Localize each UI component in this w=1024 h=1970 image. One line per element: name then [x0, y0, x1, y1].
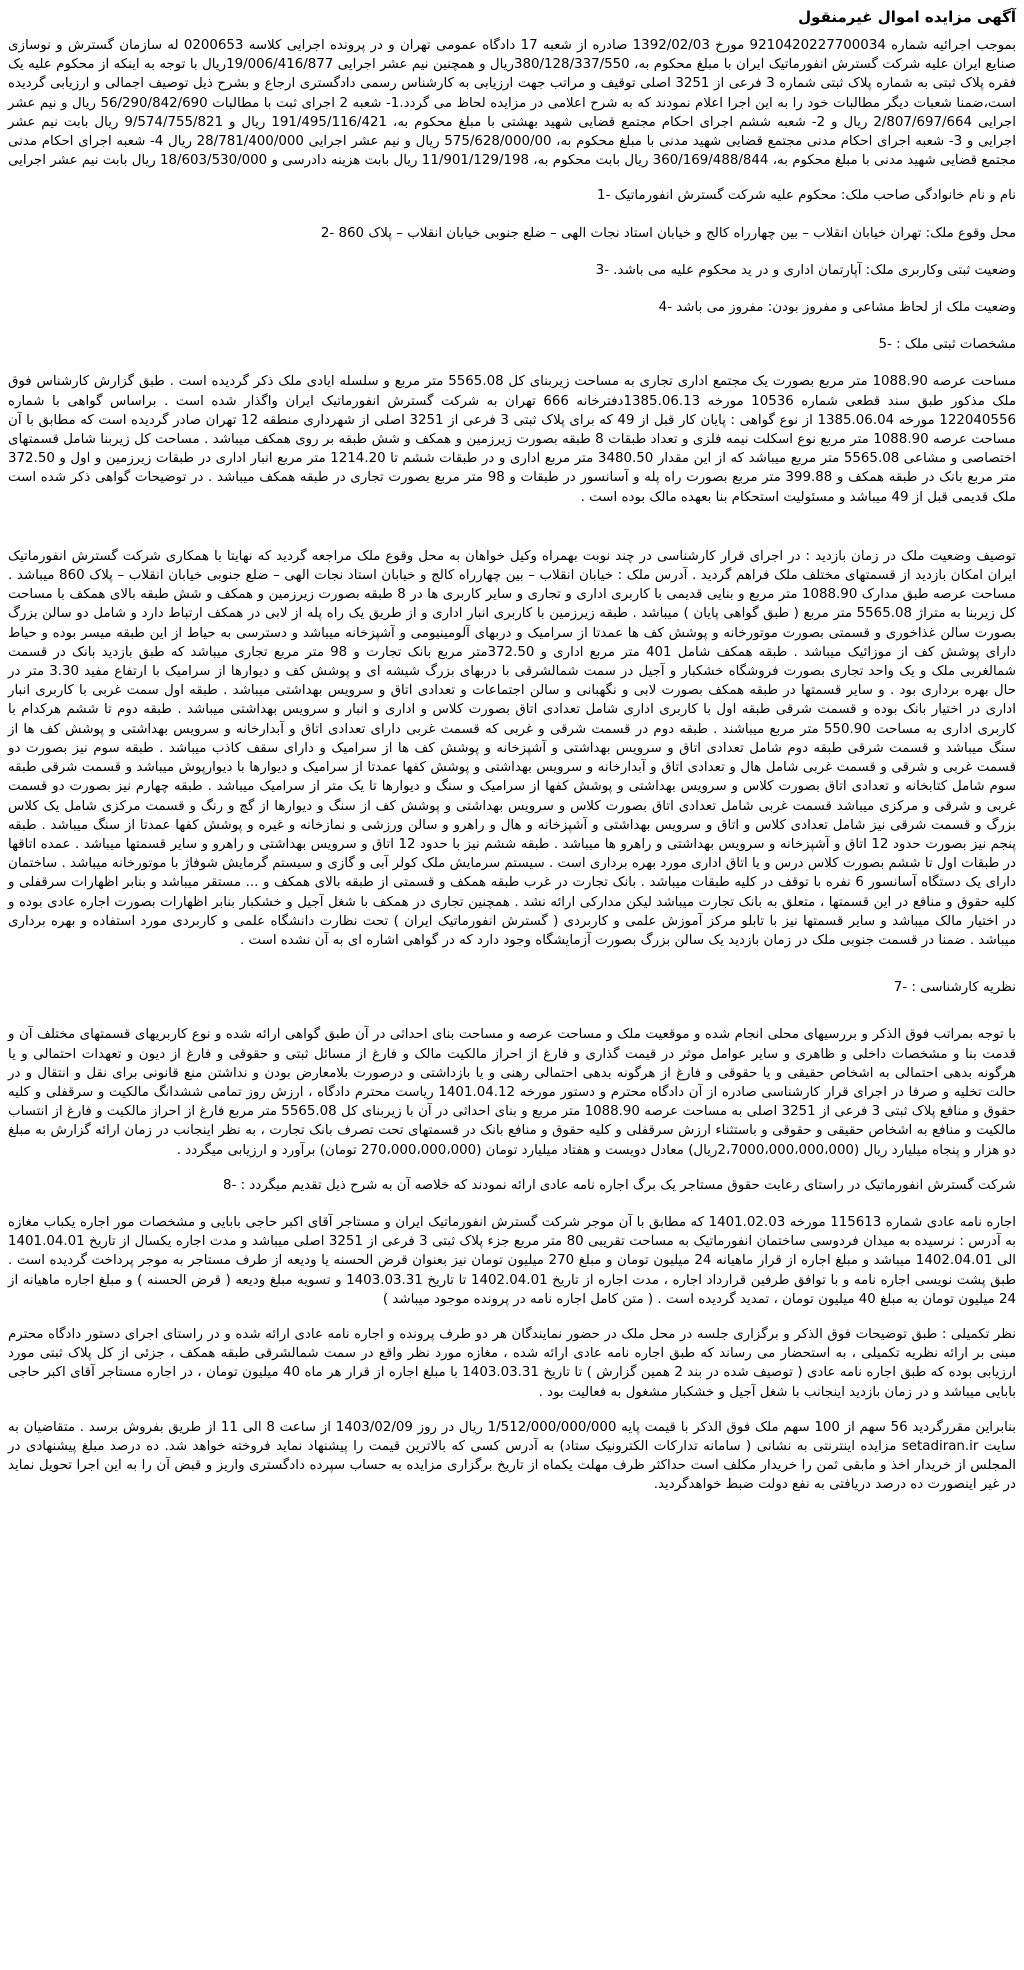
visit-description-paragraph: توصیف وضعیت ملک در زمان بازدید : در اجرای قرار کارشناسی در چند نوبت بهمراه وکیل خواهان به محل وقوع ملک مراجعه گردید که نهایتا با همکاری شرکت گسترش انفورماتیک ایران امکان بازدید از قسمتهای مختلف ملک فراهم گردید . آدرس ملک : خیابان انقلاب – بین چهارراه کالج و خیابان استاد نجات الهی – ضلع جنوبی خیابان انقلاب – پلاک 860 میباشد . مساحت عرصه طبق مدارک 1088.90 متر مربع و بنایی قدیمی با کاربری اداری و تجاری و سایر کاربری ها در 8 طبقه بصورت زیرزمین و همکف و شش طبقه بالای همکف با مساحت کل زیربنا به متراژ 5565.08 متر مربع ( طبق گواهی پایان ) میباشد . طبقه زیرزمین با کاربری انبار اداری و از طریق یک راه پله از لابی در همکف ارتباط دارد و شامل دو سالن بزرگ بصورت سالن غذاخوری و قسمتی بصورت موتورخانه و پوشش کف ها عمدتا از سرامیک و دربهای آلومینیومی و آشپزخانه میباشد و دسترسی به حیاط از این طبقه میسر بوده و حیاط دارای پوشش کف از موزائیک میباشد . طبقه همکف شامل 401 متر مربع اداری و 372.50متر مربع بانک تجارت و 98 متر مربع تجاری میباشد که طبق بازدید بانک در قسمت شمالغربی ملک و یک واحد تجاری بصورت فروشگاه خشکبار و آجیل در سمت شمالشرقی با دربهای بزرگ شیشه ای و پوشش کف و دیوارها از سرامیک با ارتفاع مفید 3.30 متر در حال بهره برداری بود . و سایر قسمتها در طبقه همکف بصورت لابی و نگهبانی و سالن اجتماعات و تعدادی اتاق و سرویس بهداشتی میباشد . طبقه اول سمت غربی با کاربری انبار اداری در اختیار بانک بوده و قسمت شرقی طبقه اول با کاربری اداری شامل تعدادی اتاق بصورت کلاس و اداری و انبار و سرویس بهداشتی میباشد . طبقه دوم تا ششم هرکدام با کاربری اداری به مساحت 550.90 متر مربع میباشند . طبقه دوم در قسمت شرقی و غربی که قسمت غربی دارای تعدادی اتاق و آبدارخانه و سرویس بهداشتی و پوشش کف ها از سنگ میباشد و قسمت شرقی طبقه دوم شامل تعدادی اتاق و سرویس بهداشتی و آشپزخانه و پوشش کف ها از سرامیک و دارای سقف کاذب میباشد . طبقه سوم نیز بصورت دو قسمت غربی و شرقی و قسمت غربی شامل هال و تعدادی اتاق و آبدارخانه و سرویس بهداشتی و پوشش کفها عمدتا از سرامیک و دیوارها با دیوارپوش میباشد و قسمت شرقی طبقه سوم شامل کتابخانه و تعدادی اتاق بصورت کلاس و سرویس بهداشتی و پوشش کفها از سرامیک و سنگ و دیوارها تا یک متر از سرامیک میباشد . طبقه چهارم نیز بصورت دو قسمت غربی و شرقی و مرکزی میباشد قسمت غربی شامل تعدادی اتاق بصورت کلاس و سرویس بهداشتی و پوشش کف از سنگ و دیوارها از گچ و رنگ و قسمت مرکزی شامل یک کلاس بزرگ و قسمت شرقی نیز شامل تعدادی کلاس و اتاق و سرویس بهداشتی و آشپزخانه و هال و راهرو و سالن ورزشی و نمازخانه و غیره و پوشش کفها عمدتا از سنگ میباشد . طبقه پنجم نیز بصورت حدود 12 اتاق و آشپزخانه و سرویس بهداشتی و راهرو ها میباشد . طبقه ششم نیز با حدود 12 اتاق و سرویس بهداشتی و راهرو و سایر قسمتها میباشد . عمده اتاقها در طبقات اول تا ششم بصورت کلاس درس و یا اتاق اداری مورد بهره برداری است . سیستم سرمایش ملک کولر آبی و گازی و سیستم گرمایش شوفاژ با موتورخانه میباشد . ساختمان دارای یک دستگاه آسانسور 6 نفره با توقف در کلیه طبقات میباشد . بانک تجارت در غرب طبقه همکف و قسمتی از طبقه بالای همکف و ... مستقر میباشد و بنابر اظهارات سرقفلی و کلیه حقوق و منافع در این قسمتها ، متعلق به بانک تجارت میباشد لیکن مدارکی ارائه نشد . همچنین تجاری در همکف با شغل آجیل و خشکبار بنابر اظهارات بصورت اجاره عادی بوده و در اختیار مالک میباشد و سایر قسمتها نیز با تابلو مرکز آموزش علمی و کاربردی ( گسترش انفورماتیک ایران ) تحت نظارت دانشگاه علمی و کاربردی مورد استفاده و بهره برداری میباشد . ضمنا در قسمت جنوبی ملک در زمان بازدید یک سالن بزرگ بصورت آزمایشگاه وجود دارد که در گواهی اشاره ای به آن نشده است . [8, 548, 1016, 948]
specs-paragraph: مساحت عرصه 1088.90 متر مربع بصورت یک مجتمع اداری تجاری به مساحت زیربنای کل 5565.08 متر مربع و سلسله ایادی ملک ذکر گردیده است . طبق گزارش کارشناس فوق ملک مذکور طبق سند قطعی شماره 10536 مورخه 1385.06.13دفترخانه 666 تهران به شرکت گسترش انفورماتیک ایران واگذار شده است . براساس گواهی با شماره 122040556 مورخه 1385.06.04 از نوع گواهی : پایان کار قبل از 49 که برای پلاک ثبتی 3 فرعی از 3251 اصلی از شهرداری منطقه 12 تهران صادر گردیده است که مطابق با آن مساحت عرصه 1088.90 متر مربع نوع اسکلت نیمه فلزی و تعداد طبقات 8 طبقه بصورت زیرزمین و همکف و شش طبقه بر روی همکف میباشد . مساحت کل زیربنا شامل قسمتهای اختصاصی و مشاعی 5565.08 متر مربع میباشد که از این مقدار 3480.50 متر مربع اداری و در طبقات ششم تا 1214.20 متر مربع انبار اداری در طبقات زیرزمین و اول و 372.50 متر مربع بانک در طبقه همکف و 399.88 متر مربع بصورت راه پله و آسانسور در طبقات و 98 متر مربع بصورت تجاری در طبقه همکف میباشد . در توضیحات گواهی ذکر شده است ملک قدیمی قبل از 49 میباشد و مسئولیت استحکام بنا بعهده مالک بوده است . [8, 374, 1017, 505]
auction-terms-paragraph: بنابراین مقررگردید 56 سهم از 100 سهم ملک فوق الذکر با قیمت پایه 1/512/000/000/000 ریال در روز 1403/02/09 از ساعت 8 الی 11 از طریق بفروش برسد . متقاضیان به سایت setadiran.ir مزایده اینترنتی به نشانی ( سامانه تدارکات الکترونیک ستاد) به آدرس کسی که بالاترین قیمت را پیشنهاد نماید فروخته خواهد شد. ده درصد مبلغ پیشنهادی در المجلس از خریدار اخذ و مابقی ثمن را خریدار مکلف است حداکثر ظرف مهلت یکماه از تاریخ برگزاری مزایده به حساب سپرده دادگستری واریز و قبض آن را به این اجرا تحویل نماید در غیر اینصورت ده درصد دریافتی به نفع دولت ضبط خواهدگردید. [8, 1419, 1017, 1493]
location-line: محل وقوع ملک: تهران خیابان انقلاب – بین چهارراه کالج و خیابان استاد نجات الهی – ضلع جنوبی خیابان انقلاب – پلاک 860 -2 [320, 225, 1016, 241]
owner-line: نام و نام خانوادگی صاحب ملک: محکوم علیه شرکت گسترش انفورماتیک -1 [597, 188, 1016, 204]
notice-title: آگهی مزایده اموال غیرمنقول [798, 8, 1016, 26]
supplementary-opinion-paragraph: نظر تکمیلی : طبق توضیحات فوق الذکر و برگزاری جلسه در محل ملک در حضور نمایندگان هر دو طرف پرونده و اجاره نامه عادی ارائه شده و در راستای اجرای دستور دادگاه محترم مبنی بر ارائه نظریه تکمیلی ، به استحضار می رساند که طبق اجاره نامه عادی ارائه شده ، مغازه مورد نظر واقع در سمت شمالشرقی طبقه همکف ، جزئی از کل پلاک ثبتی مورد ارزیابی بوده که طبق اجاره نامه عادی ( توصیف شده در بند 2 همین گزارش ) تا تاریخ 1403.03.31 با مبلغ اجاره از قرار هر ماه 40 میلیون تومان ، در اجاره مستاجر آقای اکبر حاجی بابایی میباشد و در زمان بازدید اینجانب با شغل آجیل و خشکبار مشغول به فعالیت بود . [8, 1326, 1016, 1400]
expert-opinion-paragraph: با توجه بمراتب فوق الذکر و بررسیهای محلی انجام شده و موقعیت ملک و مساحت عرصه و مساحت بنای احداثی در آن طبق گواهی ارائه شده و نوع کاربریهای قسمتهای مختلف آن و قدمت بنا و مشخصات داخلی و ظاهری و سایر عوامل موثر در قیمت گذاری و فارغ از احراز مالکیت مالک و فارغ از مسائل ثبتی و حقوقی و فارغ از دیون و تعهدات احتمالی و یا هرگونه بدهی احتمالی به اشخاص حقیقی و یا حقوقی و فارغ از هرگونه بدهی احتمالی رهنی و یا بازداشتی و درصورت بلامعارض بودن و نداشتن منع قانونی برای نقل و انتقال و در حالت تخلیه و صرفا در اجرای قرار کارشناسی صادره از آن دادگاه محترم و دستور مورخه 1401.04.12 ریاست محترم دادگاه ، ارزش روز تمامی ششدانگ مالکیت و سرقفلی و کلیه حقوق و منافع پلاک ثبتی 3 فرعی از 3251 اصلی به مساحت عرصه 1088.90 متر مربع و بنای احداثی در آن با زیربنای کل 5565.08 متر مربع فارغ از احراز مالکیت و فارغ از انتساب مالکیت و منافع به اشخاص حقیقی و حقوقی و باستثناء ارزش سرقفلی و کلیه حقوق و منافع بانک در قسمتهای تحت تصرف بانک تجارت ، به نظر اینجانب در زمان ارائه گزارش به مبلغ دو هزار و پنجاه میلیارد ریال (2،7000،000،000،000ریال) معادل دویست و هفتاد میلیارد تومان (270،000،000،000 تومان) برآورد و ارزیابی میگردد . [8, 1027, 1016, 1158]
specs-title: مشخصات ثبتی ملک : -5 [878, 337, 1016, 353]
registration-status-line: وضعیت ثبتی وکاربری ملک: آپارتمان اداری و در ید محکوم علیه می باشد. -3 [595, 262, 1016, 278]
lease-paragraph: اجاره نامه عادی شماره 115613 مورخه 1401.02.03 که مطابق با آن موجر شرکت گسترش انفورماتیک ایران و مستاجر آقای اکبر حاجی بابایی و مشخصات مور اجاره یکباب مغازه به آدرس : نرسیده به میدان فردوسی ساختمان انفورماتیک به مساحت تقریبی 80 متر مربع جزء پلاک ثبتی 3 فرعی از 3251 اصلی میباشد و مدت اجاره یکسال از تاریخ 1401.04.01 الی 1402.04.01 میباشد و مبلغ اجاره از قرار ماهیانه 24 میلیون تومان و مبلغ 270 میلیون تومان نیز بعنوان قرض الحسنه یا ودیعه از طرف مستاجر به موجر پرداخت گردیده است . طبق پشت نویسی اجاره نامه و با توافق طرفین قرارداد اجاره ، مدت اجاره از تاریخ 1402.04.01 تا تاریخ 1403.03.31 و تسویه مبلغ ودیعه ( قرض الحسنه ) و مبلغ اجاره ماهیانه از 24 میلیون تومان به مبلغ 40 میلیون تومان ، تمدید گردیده است . ( متن کامل اجاره نامه در پرونده موجود میباشد ) [8, 1214, 1016, 1307]
lease-title: شرکت گسترش انفورماتیک در راستای رعایت حقوق مستاجر یک برگ اجاره نامه عادی ارائه نمودند که خلاصه آن به شرح ذیل تقدیم میگردد : -8 [223, 1177, 1016, 1193]
sharing-status-line: وضعیت ملک از لحاظ مشاعی و مفروز بودن: مفروز می باشد -4 [658, 300, 1016, 316]
expert-opinion-title: نظریه کارشناسی : -7 [893, 980, 1016, 996]
intro-paragraph: بموجب اجرائیه شماره 9210420227700034 مورخ 1392/02/03 صادره از شعبه 17 دادگاه عمومی تهران و در پرونده اجرایی کلاسه 0200653 له سازمان گسترش و نوسازی صنایع ایران علیه شرکت گسترش انفورماتیک ایران با مبلغ محکوم به، 380/128/337/550ریال و همچنین نیم عشر اجرایی 19/006/416/877ریال با توجه به اینکه از محکوم علیه یک فقره پلاک ثبتی به شماره پلاک ثبتی شماره 3 فرعی از 3251 اصلی توقیف و مراتب جهت ارزیابی به کارشناس رسمی دادگستری ارجاع و بشرح ذیل توصیف اجمالی و ارزیابی گردیده است،ضمنا شعبات دیگر مطالبات خود را به این اجرا اعلام نمودند که به شرح اعلامی در مزایده لحاظ می گردد.1- شعبه 2 اجرای ثبت با مطالبات 56/290/842/690 ریال و نیم عشر اجرایی 2/807/697/664 ریال و 2- شعبه ششم اجرای احکام مجتمع قضایی شهید بهشتی با مبلغ محکوم به، 191/495/116/421 ریال و 9/574/755/821 ریال بابت نیم عشر اجرایی و 3- شعبه اجرای احکام مدنی مجتمع قضایی شهید مدنی با مبلغ محکوم به، 575/628/000/00 ریال و نیم عشر اجرایی 28/781/400/000 ریال 4- شعبه اجرای احکام مدنی مجتمع قضایی شهید مدنی با مبلغ محکوم به، 360/169/488/844 ریال بابت محکوم به، 11/901/129/198 ریال بابت هزینه دادرسی و 18/603/530/000 ریال بابت نیم عشر اجرایی [7, 38, 1017, 169]
